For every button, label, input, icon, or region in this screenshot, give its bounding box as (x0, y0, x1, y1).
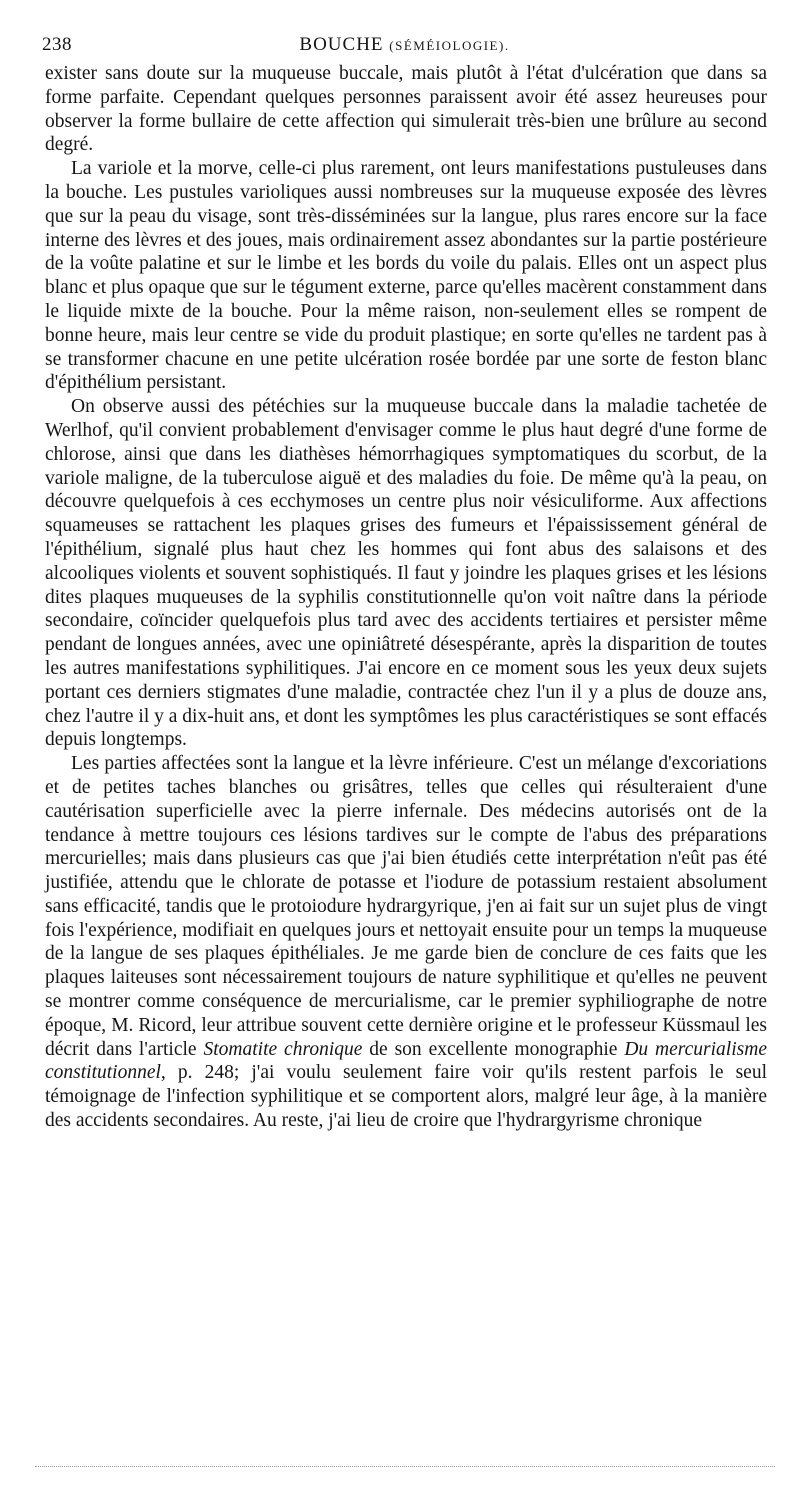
paragraph-text-run: , p. 248; j'ai voulu seulement faire voir qu'ils restent parfois le seul témoignage de l'infection syphilitique et se comportent alors, malgré leur âge, à la manière des accidents secondaires. Au reste, j'ai lieu de croire que l'hydrargyrisme chronique (45, 1062, 767, 1132)
page-number: 238 (42, 34, 72, 55)
running-title-main: BOUCHE (299, 34, 384, 55)
running-title-subtitle: (SÉMÉIOLOGIE). (389, 38, 510, 53)
paragraph-petechies: On observe aussi des pétéchies sur la muqueuse buccale dans la maladie tachetée de Werlhof, qu'il convient probablement d'envisager comme le plus haut degré d'une forme de chlorose, ainsi que dans les diathèses hémorrhagiques symptomatiques du scorbut, de la variole maligne, de la tuberculose aiguë et des maladies du foie. De même qu'à la peau, on découvre quelquefois à ces ecchymoses un centre plus noir vésiculiforme. Aux affections squameuses se rattachent les plaques grises des fumeurs et l'épaississement général de l'épithélium, signalé plus haut chez les hommes qui font abus des salaisons et des alcooliques violents et souvent sophistiqués. Il faut y joindre les plaques grises et les lésions dites plaques muqueuses de la syphilis constitutionnelle qu'on voit naître dans la période secondaire, coïncider quelquefois plus tard avec des accidents tertiaires et persister même pendant de longues années, avec une opiniâtreté désespérante, après la disparition de toutes les autres manifestations syphilitiques. J'ai encore en ce moment sous les yeux deux sujets portant ces derniers stigmates d'une maladie, contractée chez l'un il y a plus de douze ans, chez l'autre il y a dix-huit ans, et dont les symptômes les plus caractéristiques se sont effacés depuis longtemps. (45, 396, 767, 751)
citation-mercurialisme: Du mercurialisme constitutionnel (45, 1038, 767, 1084)
paragraph-text-run: de son excellente monographie (362, 1038, 625, 1060)
paragraph-parties-affectees (45, 752, 767, 1133)
footer-dotted-rule (35, 1466, 775, 1467)
body-text (45, 62, 767, 1133)
paragraph-variole: La variole et la morve, celle-ci plus rarement, ont leurs manifestations pustuleuses dans la bouche. Les pustules varioliques aussi nombreuses sur la muqueuse exposée des lèvres que sur la peau du visage, sont très-disséminées sur la langue, plus rares encore sur la face interne des lèvres et des joues, mais ordinairement assez abondantes sur la partie postérieure de la voûte palatine et sur le limbe et les bords du voile du palais. Elles ont un aspect plus blanc et plus opaque que sur le tégument externe, parce qu'elles macèrent constamment dans le liquide mixte de la bouche. Pour la même raison, non-seulement elles se rompent de bonne heure, mais leur centre se vide du produit plastique; en sorte qu'elles ne tardent pas à se transformer chacune en une petite ulcération rosée bordée par une sorte de feston blanc d'épithélium persistant. (45, 158, 767, 394)
citation-stomatite: Stomatite chronique (203, 1038, 363, 1060)
paragraph-continuation: exister sans doute sur la muqueuse buccale, mais plutôt à l'état d'ulcération que dans sa forme parfaite. Cependant quelques personnes paraissent avoir été assez heureuses pour observer la forme bullaire de cette affection qui simulerait très-bien une brûlure au second degré. (45, 63, 767, 156)
paragraph-text-run: Les parties affectées sont la langue et la lèvre inférieure. C'est un mélange d'excoriations et de petites taches blanches ou grisâtres, telles que celles qui résulteraient d'une cautérisation superficielle avec la pierre infernale. Des médecins autorisés ont de la tendance à mettre toujours ces lésions tardives sur le compte de l'abus des préparations mercurielles; mais dans plusieurs cas que j'ai bien étudiés cette interprétation n'eût pas été justifiée, attendu que le chlorate de potasse et l'iodure de potassium restaient absolument sans efficacité, tandis que le protoiodure hydrargyrique, j'en ai fait sur un sujet plus de vingt fois l'expérience, modifiait en quelques jours et nettoyait ensuite pour un temps la muqueuse de la langue de ses plaques épithéliales. Je me garde bien de conclure de ces faits que les plaques laiteuses sont nécessairement toujours de nature syphilitique et qu'elles ne peuvent se montrer comme conséquence de mercurialisme, car le premier syphiliographe de notre époque, M. Ricord, leur attribue souvent cette dernière origine et le professeur Küssmaul les décrit dans l'article (45, 753, 767, 1060)
running-title (42, 30, 767, 61)
running-head (42, 30, 767, 60)
